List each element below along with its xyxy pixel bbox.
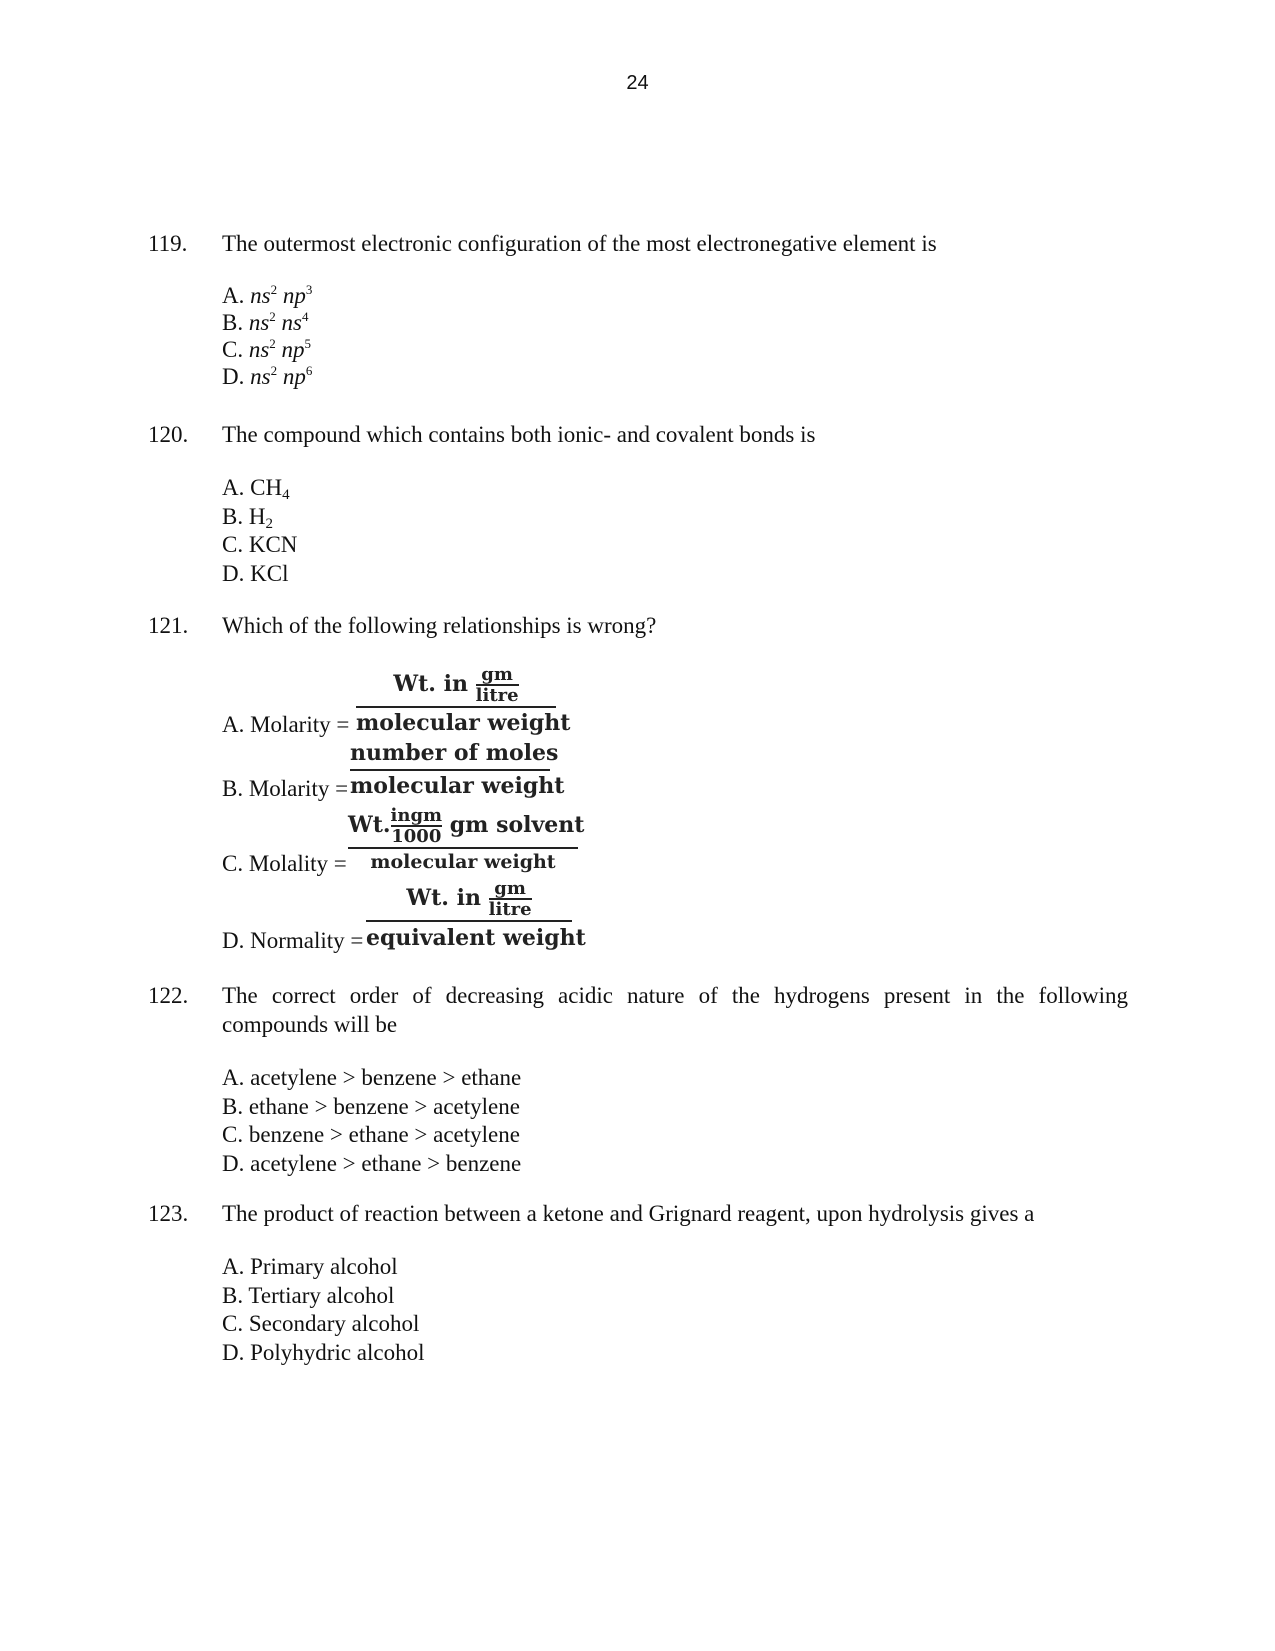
option-c: C. Secondary alcohol [222,1311,420,1336]
option-c: C. $ns^2$ $np^5$ [222,336,312,362]
options [222,282,1128,390]
question-number: 122. [148,983,189,1008]
question-number: 119. [148,231,188,256]
option-a: A. $ns^2$ $np^3$ [222,282,313,308]
question-number: 121. [148,613,189,638]
options [222,1064,1128,1178]
option-c: C. benzene > ethane > acetylene [222,1122,520,1147]
question-number: 120. [148,422,189,447]
question-121 [148,611,1128,640]
question-text: The product of reaction between a ketone and Grignard reagent, upon hydrolysis gives a [222,1201,1035,1226]
option-a: A. acetylene > benzene > ethane [222,1065,522,1090]
question-119 [148,229,1128,390]
question-123 [148,1199,1128,1367]
option-d: D. KCl [222,560,289,586]
option-c: C. Molality = Wt. ingm 1000 gm solvent molecular weight [222,805,585,876]
question-text: The compound which contains both ionic- and covalent bonds is [222,422,816,447]
question-120 [148,420,1128,588]
option-c: C. KCN [222,532,298,557]
option-b: B. $ns^2$ $ns^4$ [222,309,309,335]
option-b: B. Tertiary alcohol [222,1282,395,1308]
formula-fraction: number of moles molecular weight [350,740,565,799]
question-122 [148,981,1128,1178]
formula-fraction: Wt. in gm litre equivalent weight [366,876,572,954]
question-number: 123. [148,1201,189,1226]
question-text: The outermost electronic configuration of the most electronegative element is [222,231,937,256]
option-d: D. $ns^2$ $np^6$ [222,363,313,389]
options [222,474,1128,588]
option-b: B. ethane > benzene > acetylene [222,1093,520,1119]
option-d: D. Polyhydric alcohol [222,1339,425,1365]
option-a: A. Molarity = Wt. in gm litre molecular weight [222,664,571,737]
question-text: The correct order of decreasing acidic nature of the hydrogens present in the following compounds will be [222,983,1128,1037]
option-b: B. $H_2$ [222,503,273,532]
option-d: D. acetylene > ethane > benzene [222,1150,522,1176]
formula-fraction: Wt. in gm litre molecular weight [356,664,571,736]
option-a: A. Primary alcohol [222,1254,398,1279]
formula-fraction: Wt. ingm 1000 gm solvent molecular weight [348,805,585,873]
option-a: A. $CH_4$ [222,475,290,503]
page-number: 24 [626,72,649,94]
options [222,1253,1128,1367]
option-d: D. Normality = Wt. in gm litre equivalent weight [222,878,586,953]
question-text: Which of the following relationships is wrong? [222,613,657,638]
option-b: B. Molarity = number of moles molecular weight [222,737,622,807]
